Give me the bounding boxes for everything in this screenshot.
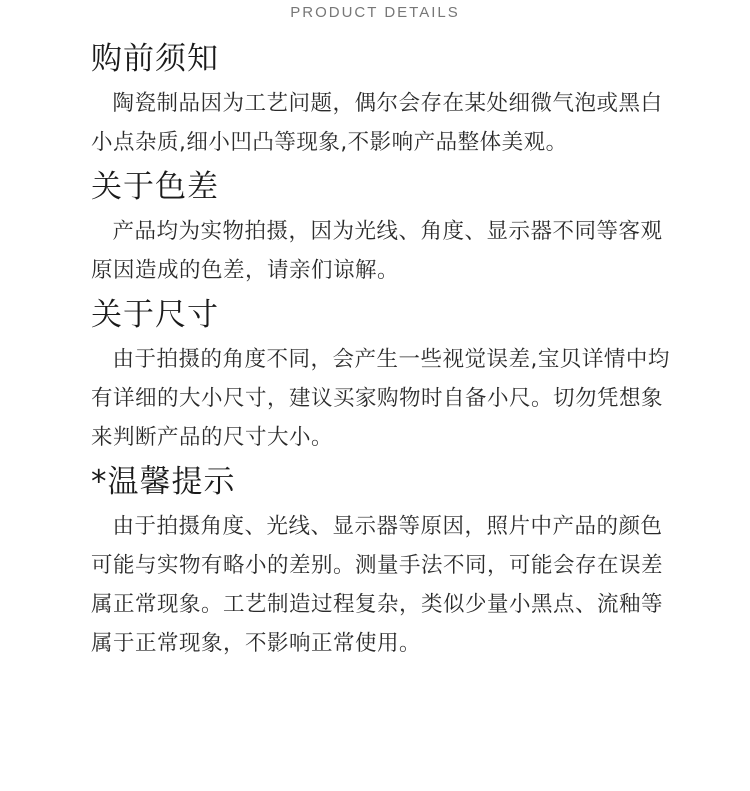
section-body-purchase-notice: 陶瓷制品因为工艺问题，偶尔会存在某处细微气泡或黑白小点杂质,细小凹凸等现象,不影响产品整体美观。	[91, 91, 663, 155]
notice-content	[91, 38, 671, 667]
section-title-purchase-notice: 购前须知	[91, 41, 219, 77]
section-warm-tips	[91, 461, 671, 663]
section-body-warm-tips: 由于拍摄角度、光线、显示器等原因，照片中产品的颜色可能与实物有略小的差别。测量手法不同，可能会存在误差属正常现象。工艺制造过程复杂，类似少量小黑点、流釉等属于正常现象，不影响正常使用。	[91, 514, 664, 656]
section-body-size: 由于拍摄的角度不同，会产生一些视觉误差,宝贝详情中均有详细的大小尺寸，建议买家购物时自备小尺。切勿凭想象来判断产品的尺寸大小。	[91, 347, 670, 450]
section-title-warm-tips: *温馨提示	[91, 464, 236, 500]
section-title-size: 关于尺寸	[91, 297, 219, 333]
section-size	[91, 294, 671, 457]
section-body-color-difference: 产品均为实物拍摄，因为光线、角度、显示器不同等客观原因造成的色差，请亲们谅解。	[91, 219, 663, 283]
section-title-color-difference: 关于色差	[91, 169, 219, 205]
section-color-difference	[91, 166, 671, 290]
section-header: PRODUCT DETAILS	[290, 4, 460, 21]
section-purchase-notice	[91, 38, 671, 162]
